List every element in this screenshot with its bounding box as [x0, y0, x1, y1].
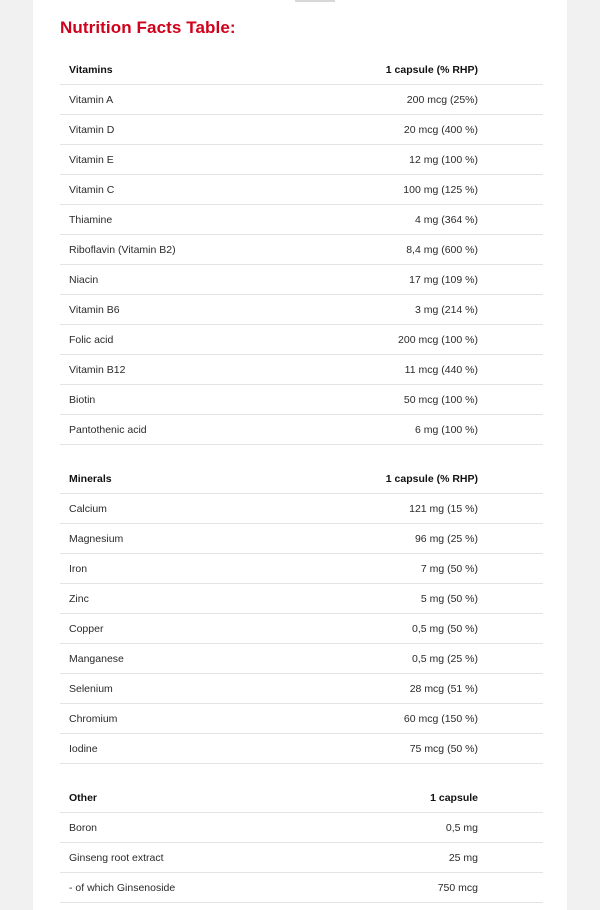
nutrient-name: - of which Ginsenoside: [69, 881, 176, 894]
nutrient-name: Vitamin B12: [69, 363, 126, 376]
nutrient-name: Iodine: [69, 742, 98, 755]
table-row: [60, 235, 543, 265]
nutrient-amount: 50 mcg (100 %): [403, 393, 478, 406]
nutrient-amount: 11 mcg (440 %): [404, 363, 478, 376]
nutrient-name: Ginseng root extract: [69, 851, 164, 864]
nutrient-name: Vitamin C: [69, 183, 115, 196]
table-section-minerals: [60, 464, 543, 764]
table-row: [60, 734, 543, 764]
nutrient-amount: 0,5 mg (25 %): [412, 652, 478, 665]
nutrient-name: Calcium: [69, 502, 107, 515]
table-row: [60, 813, 543, 843]
table-row: [60, 584, 543, 614]
table-row: [60, 644, 543, 674]
nutrient-amount: 0,5 mg (50 %): [412, 622, 478, 635]
table-row: [60, 175, 543, 205]
table-row: [60, 385, 543, 415]
nutrient-amount: 20 mcg (400 %): [403, 123, 478, 136]
column-header-amount: 1 capsule (% RHP): [385, 472, 478, 485]
top-divider: [295, 0, 335, 2]
nutrient-amount: 25 mg: [448, 851, 478, 864]
nutrient-amount: 6 mg (100 %): [414, 423, 478, 436]
nutrient-name: Manganese: [69, 652, 124, 665]
table-row: [60, 265, 543, 295]
column-header-amount: 1 capsule: [430, 791, 478, 804]
table-row: [60, 873, 543, 903]
nutrient-amount: 17 mg (109 %): [409, 273, 478, 286]
nutrient-amount: 5 mg (50 %): [420, 592, 478, 605]
table-row: [60, 295, 543, 325]
nutrient-name: Chromium: [69, 712, 118, 725]
table-row: [60, 674, 543, 704]
nutrient-amount: 0,5 mg: [445, 821, 478, 834]
page-title: Nutrition Facts Table:: [60, 18, 236, 37]
table-section-vitamins: [60, 55, 543, 445]
nutrition-facts-table: [60, 55, 543, 903]
table-row: [60, 205, 543, 235]
table-row: [60, 325, 543, 355]
nutrient-amount: 3 mg (214 %): [414, 303, 478, 316]
nutrient-amount: 96 mg (25 %): [414, 532, 478, 545]
nutrient-name: Riboflavin (Vitamin B2): [69, 243, 176, 256]
table-section-other: [60, 783, 543, 903]
nutrient-name: Iron: [69, 562, 88, 575]
nutrient-amount: 75 mcg (50 %): [409, 742, 478, 755]
nutrient-amount: 750 mcg: [437, 881, 478, 894]
column-header-nutrient: Vitamins: [69, 63, 113, 76]
nutrient-name: Vitamin B6: [69, 303, 120, 316]
content-card: [33, 0, 567, 910]
table-row: [60, 554, 543, 584]
nutrient-amount: 60 mcg (150 %): [403, 712, 478, 725]
table-row: [60, 415, 543, 445]
nutrient-amount: 121 mg (15 %): [409, 502, 478, 515]
nutrient-name: Vitamin E: [69, 153, 114, 166]
table-row: [60, 85, 543, 115]
table-row: [60, 614, 543, 644]
table-row: [60, 494, 543, 524]
table-row: [60, 524, 543, 554]
nutrient-name: Selenium: [69, 682, 113, 695]
table-header-row: [60, 55, 543, 85]
nutrient-amount: 100 mg (125 %): [403, 183, 478, 196]
nutrient-name: Zinc: [69, 592, 89, 605]
nutrient-amount: 7 mg (50 %): [420, 562, 478, 575]
nutrient-name: Folic acid: [69, 333, 114, 346]
nutrient-amount: 200 mcg (25%): [406, 93, 478, 106]
nutrient-name: Pantothenic acid: [69, 423, 147, 436]
table-row: [60, 145, 543, 175]
nutrient-name: Vitamin D: [69, 123, 115, 136]
column-header-nutrient: Other: [69, 791, 98, 804]
nutrient-amount: 4 mg (364 %): [414, 213, 478, 226]
nutrient-amount: 8,4 mg (600 %): [406, 243, 478, 256]
nutrient-amount: 200 mcg (100 %): [398, 333, 478, 346]
table-row: [60, 355, 543, 385]
table-header-row: [60, 464, 543, 494]
column-header-amount: 1 capsule (% RHP): [385, 63, 478, 76]
nutrient-amount: 12 mg (100 %): [409, 153, 478, 166]
nutrient-name: Vitamin A: [69, 93, 114, 106]
nutrient-name: Thiamine: [69, 213, 113, 226]
nutrient-name: Niacin: [69, 273, 99, 286]
nutrient-amount: 28 mcg (51 %): [409, 682, 478, 695]
nutrient-name: Boron: [69, 821, 98, 834]
nutrient-name: Magnesium: [69, 532, 124, 545]
column-header-nutrient: Minerals: [69, 472, 112, 485]
table-row: [60, 704, 543, 734]
table-header-row: [60, 783, 543, 813]
nutrient-name: Copper: [69, 622, 104, 635]
table-row: [60, 115, 543, 145]
nutrient-name: Biotin: [69, 393, 96, 406]
table-row: [60, 843, 543, 873]
